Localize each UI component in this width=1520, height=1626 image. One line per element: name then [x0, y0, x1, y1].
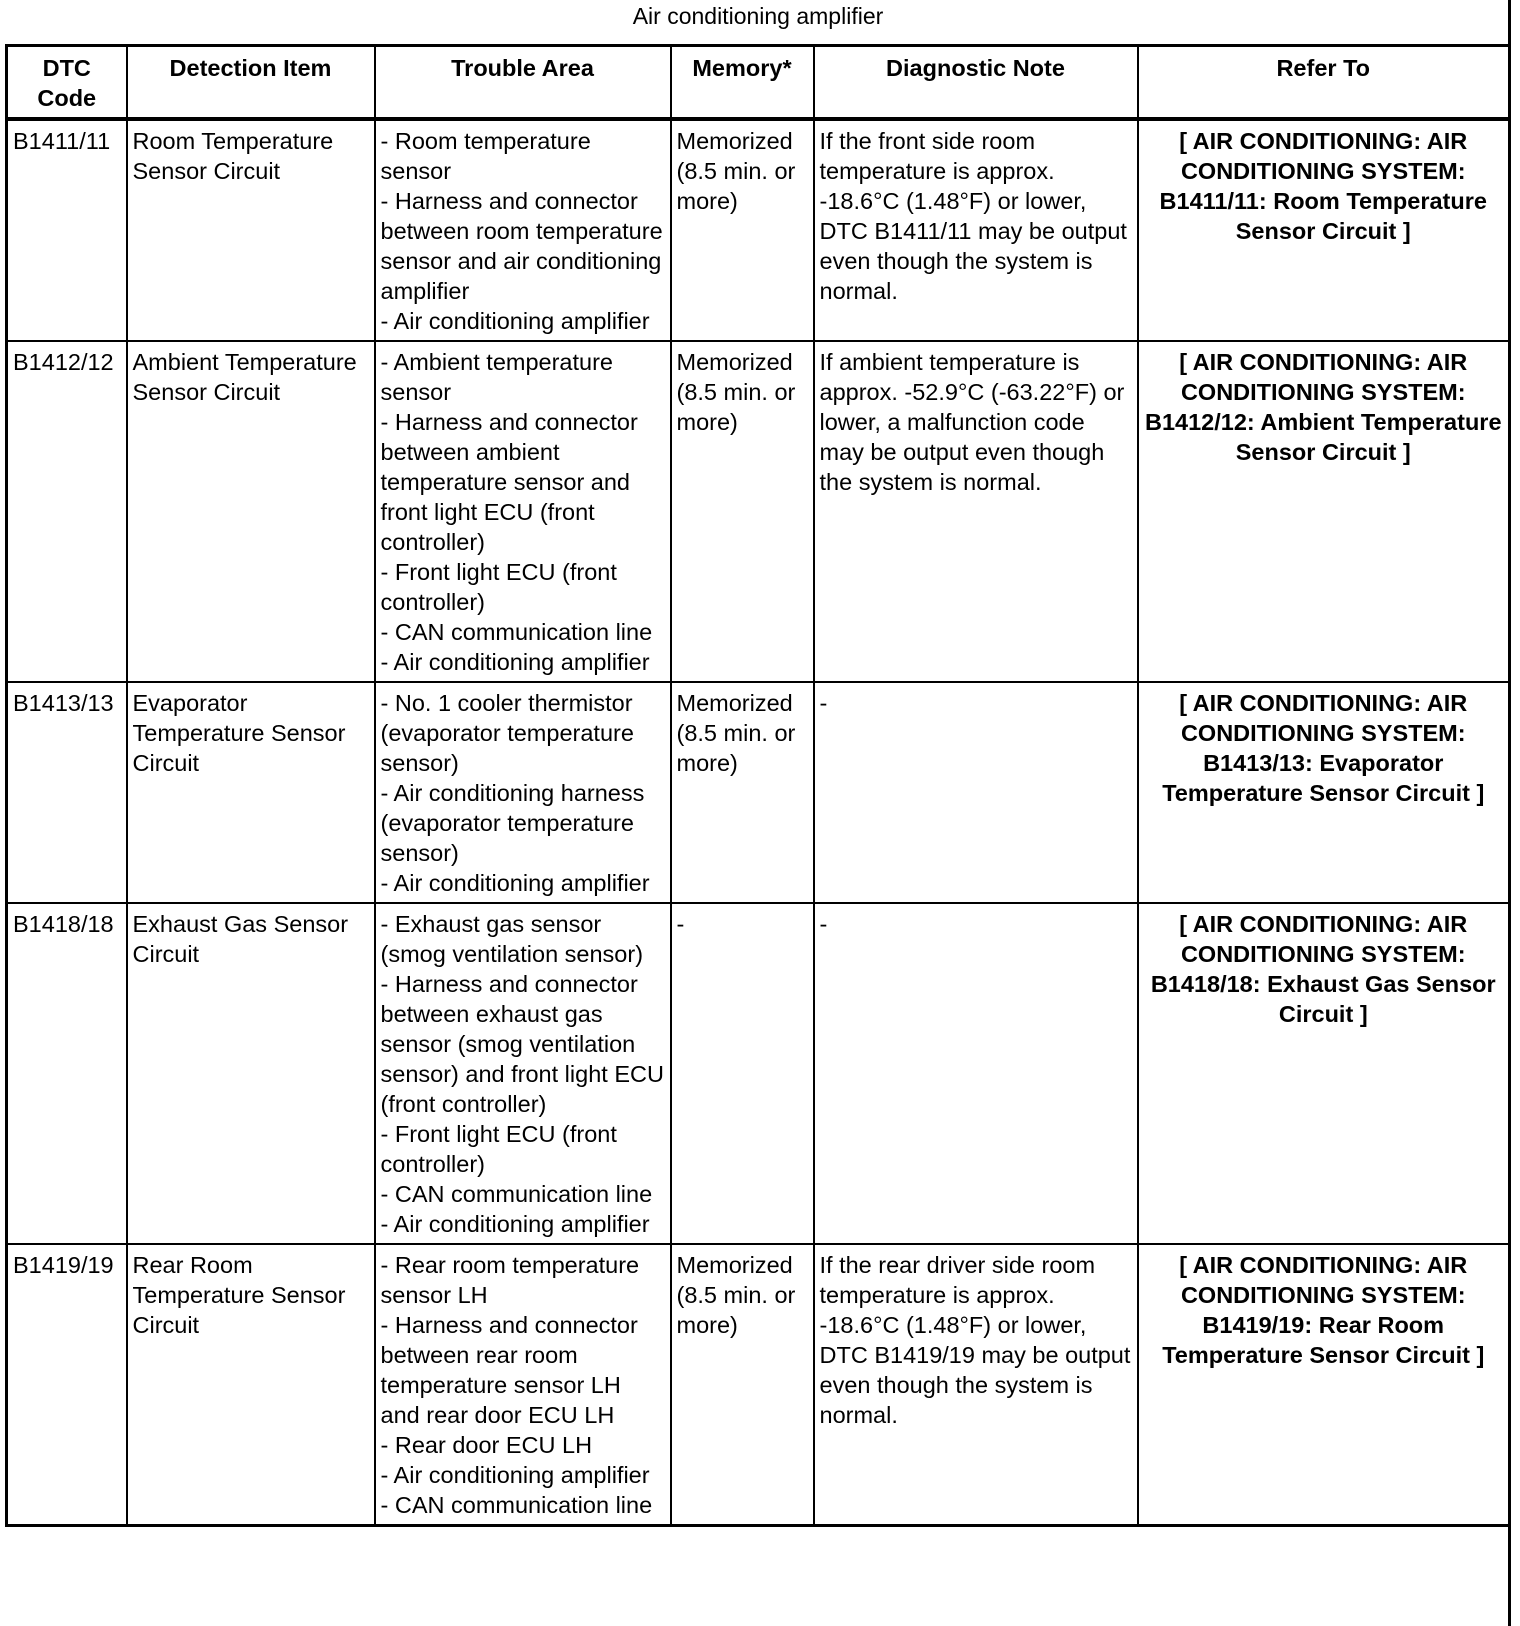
trouble-area-line: - Rear door ECU LH — [380, 1432, 593, 1458]
trouble-area-line: - Ambient temperature sensor — [380, 349, 613, 405]
trouble-area-cell — [375, 119, 671, 341]
table-header — [7, 46, 1510, 120]
trouble-area-cell — [375, 1244, 671, 1526]
diagnostic-note-cell: - — [814, 682, 1138, 903]
trouble-area-line: - Air conditioning amplifier — [380, 1211, 650, 1237]
trouble-area-line: - No. 1 cooler thermistor (evaporator temperature sensor) — [380, 690, 634, 776]
trouble-area-line: - Air conditioning amplifier — [380, 308, 650, 334]
detection-item-cell: Ambient Temperature Sensor Circuit — [127, 341, 375, 682]
header-refer-to: Refer To — [1138, 46, 1510, 120]
table-row — [7, 682, 1510, 903]
header-memory: Memory* — [671, 46, 814, 120]
trouble-area-line: - Air conditioning amplifier — [380, 870, 650, 896]
trouble-area-line: - Harness and connector between rear room temperature sensor LH and rear door ECU LH — [380, 1312, 638, 1428]
trouble-area-line: - Harness and connector between ambient temperature sensor and front light ECU (front controller) — [380, 409, 638, 555]
dtc-code-cell: B1412/12 — [7, 341, 127, 682]
table-row — [7, 341, 1510, 682]
header-dtc-code: DTC Code — [7, 46, 127, 120]
header-trouble-area: Trouble Area — [375, 46, 671, 120]
refer-to-link[interactable]: [ AIR CONDITIONING: AIR CONDITIONING SYSTEM: B1419/19: Rear Room Temperature Sensor Circuit ] — [1138, 1244, 1510, 1526]
header-row — [7, 46, 1510, 120]
trouble-area-line: - Air conditioning harness (evaporator temperature sensor) — [380, 780, 645, 866]
table-row — [7, 1244, 1510, 1526]
refer-to-link[interactable]: [ AIR CONDITIONING: AIR CONDITIONING SYSTEM: B1412/12: Ambient Temperature Sensor Circuit ] — [1138, 341, 1510, 682]
trouble-area-line: - Air conditioning amplifier — [380, 1462, 650, 1488]
detection-item-cell: Room Temperature Sensor Circuit — [127, 119, 375, 341]
trouble-area-line: - Harness and connector between room temperature sensor and air conditioning amplifier — [380, 188, 663, 304]
diagnostic-note-cell: If ambient temperature is approx. -52.9°C (-63.22°F) or lower, a malfunction code may be output even though the system is normal. — [814, 341, 1138, 682]
trouble-area-line: - Front light ECU (front controller) — [380, 1121, 617, 1177]
trouble-area-line: - Rear room temperature sensor LH — [380, 1252, 640, 1308]
memory-cell: Memorized (8.5 min. or more) — [671, 341, 814, 682]
dtc-code-cell: B1411/11 — [7, 119, 127, 341]
detection-item-cell: Evaporator Temperature Sensor Circuit — [127, 682, 375, 903]
dtc-code-cell: B1413/13 — [7, 682, 127, 903]
trouble-area-line: - Front light ECU (front controller) — [380, 559, 617, 615]
dtc-code-cell: B1419/19 — [7, 1244, 127, 1526]
detection-item-cell: Rear Room Temperature Sensor Circuit — [127, 1244, 375, 1526]
dtc-table — [5, 44, 1511, 1527]
trouble-area-line: - CAN communication line — [380, 619, 653, 645]
header-detection-item: Detection Item — [127, 46, 375, 120]
diagnostic-note-cell: If the front side room temperature is approx. -18.6°C (1.48°F) or lower, DTC B1411/11 may be output even though the system is normal. — [814, 119, 1138, 341]
refer-to-link[interactable]: [ AIR CONDITIONING: AIR CONDITIONING SYSTEM: B1411/11: Room Temperature Sensor Circuit ] — [1138, 119, 1510, 341]
table-row — [7, 903, 1510, 1244]
table-body — [7, 119, 1510, 1526]
table-row — [7, 119, 1510, 341]
memory-cell: - — [671, 903, 814, 1244]
header-diagnostic-note: Diagnostic Note — [814, 46, 1138, 120]
trouble-area-line: - Air conditioning amplifier — [380, 649, 650, 675]
diagnostic-note-cell: - — [814, 903, 1138, 1244]
memory-cell: Memorized (8.5 min. or more) — [671, 682, 814, 903]
trouble-area-line: - CAN communication line — [380, 1181, 653, 1207]
memory-cell: Memorized (8.5 min. or more) — [671, 119, 814, 341]
diagnostic-note-cell: If the rear driver side room temperature is approx. -18.6°C (1.48°F) or lower, DTC B1419/19 may be output even though the system is normal. — [814, 1244, 1138, 1526]
refer-to-link[interactable]: [ AIR CONDITIONING: AIR CONDITIONING SYSTEM: B1418/18: Exhaust Gas Sensor Circuit ] — [1138, 903, 1510, 1244]
trouble-area-line: - Exhaust gas sensor (smog ventilation sensor) — [380, 911, 644, 967]
table-title: Air conditioning amplifier — [632, 3, 884, 29]
trouble-area-line: - CAN communication line — [380, 1492, 653, 1518]
trouble-area-cell — [375, 341, 671, 682]
memory-cell: Memorized (8.5 min. or more) — [671, 1244, 814, 1526]
dtc-code-cell: B1418/18 — [7, 903, 127, 1244]
trouble-area-cell — [375, 682, 671, 903]
refer-to-link[interactable]: [ AIR CONDITIONING: AIR CONDITIONING SYSTEM: B1413/13: Evaporator Temperature Sensor Circuit ] — [1138, 682, 1510, 903]
trouble-area-cell — [375, 903, 671, 1244]
detection-item-cell: Exhaust Gas Sensor Circuit — [127, 903, 375, 1244]
trouble-area-line: - Harness and connector between exhaust gas sensor (smog ventilation sensor) and front light ECU (front controller) — [380, 971, 664, 1117]
trouble-area-line: - Room temperature sensor — [380, 128, 591, 184]
